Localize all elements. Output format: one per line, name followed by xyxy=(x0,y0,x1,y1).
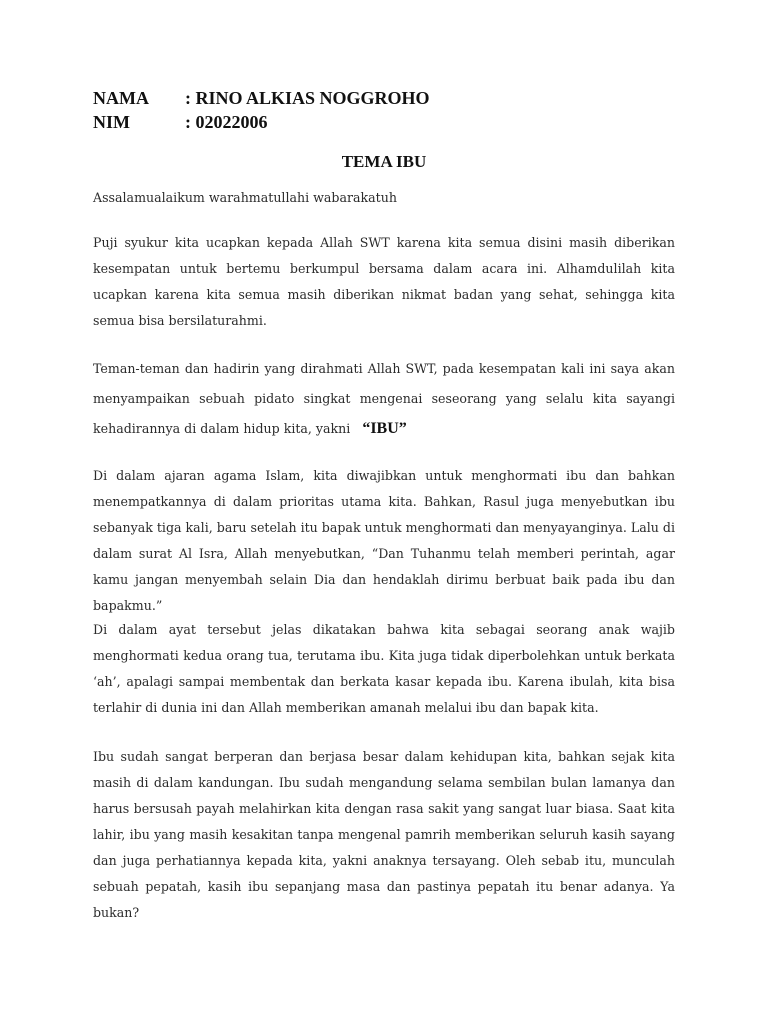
greeting: Assalamualaikum warahmatullahi wabarakatuh xyxy=(93,190,397,205)
document-title: TEMA IBU xyxy=(341,152,427,171)
student-info xyxy=(93,86,430,134)
nim-value: : 02022006 xyxy=(185,112,268,132)
paragraph-2 xyxy=(93,354,675,444)
paragraph-1: Puji syukur kita ucapkan kepada Allah SWT karena kita semua disini masih diberikan kesempatan untuk bertemu berkumpul bersama dalam acara ini. Alhamdulilah kita ucapkan karena kita semua masih diberikan nikmat badan yang sehat, sehingga kita semua bisa bersilaturahmi. xyxy=(93,235,675,328)
name-row xyxy=(93,86,430,110)
nim-label: NIM xyxy=(93,112,130,132)
paragraph-2-text: Teman-teman dan hadirin yang dirahmati Allah SWT, pada kesempatan kali ini saya akan menyampaikan sebuah pidato singkat mengenai seseorang yang selalu kita sayangi kehadirannya di dalam hidup kita, yakni xyxy=(93,361,675,436)
name-value: : RINO ALKIAS NOGGROHO xyxy=(185,88,430,108)
nim-row xyxy=(93,110,430,134)
name-label: NAMA xyxy=(93,88,149,108)
ibu-emphasis: “IBU” xyxy=(362,420,407,437)
paragraph-4: Di dalam ayat tersebut jelas dikatakan bahwa kita sebagai seorang anak wajib menghormati kedua orang tua, terutama ibu. Kita juga tidak diperbolehkan untuk berkata ‘ah’, apalagi sampai membentak dan berkata kasar kepada ibu. Karena ibulah, kita bisa terlahir di dunia ini dan Allah memberikan amanah melalui ibu dan bapak kita. xyxy=(93,622,675,715)
paragraph-5: Ibu sudah sangat berperan dan berjasa besar dalam kehidupan kita, bahkan sejak kita masih di dalam kandungan. Ibu sudah mengandung selama sembilan bulan lamanya dan harus bersusah payah melahirkan kita dengan rasa sakit yang sangat luar biasa. Saat kita lahir, ibu yang masih kesakitan tanpa mengenal pamrih memberikan seluruh kasih sayang dan juga perhatiannya kepada kita, yakni anaknya tersayang. Oleh sebab itu, munculah sebuah pepatah, kasih ibu sepanjang masa dan pastinya pepatah itu benar adanya. Ya bukan? xyxy=(93,749,675,920)
paragraph-3: Di dalam ajaran agama Islam, kita diwajibkan untuk menghormati ibu dan bahkan menempatkannya di dalam prioritas utama kita. Bahkan, Rasul juga menyebutkan ibu sebanyak tiga kali, baru setelah itu bapak untuk menghormati dan menyayanginya. Lalu di dalam surat Al Isra, Allah menyebutkan, “Dan Tuhanmu telah memberi perintah, agar kamu jangan menyembah selain Dia dan hendaklah dirimu berbuat baik pada ibu dan bapakmu.” xyxy=(93,468,675,613)
